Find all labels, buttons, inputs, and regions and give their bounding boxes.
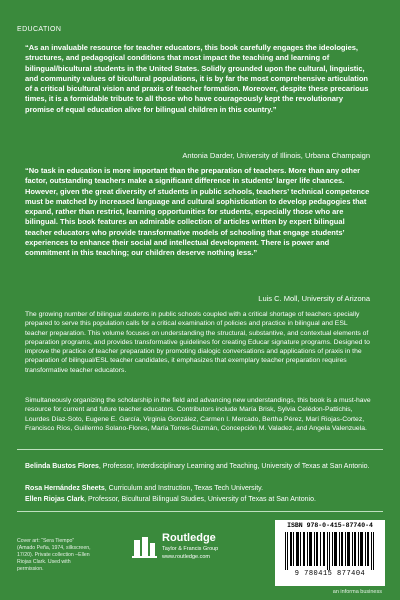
author-name: Ellen Riojas Clark: [25, 496, 85, 503]
barcode-number: 9 780415 877404: [294, 570, 366, 578]
isbn-label: ISBN 978-0-415-87740-4: [287, 522, 373, 529]
author-name: Belinda Bustos Flores: [25, 463, 99, 470]
endorsement-quote-2: “No task in education is more important than the preparation of teachers. More than any other factor, outstanding teachers make a significant difference in students’ larger life chances. However, given the great diversity of students in public schools, teachers’ technical competence must be matched by increased language and cultural sophistication to develop pedagogies that expand, rather than restrict, learning opportunities for students, especially those who are bilingual. This book features an admirable collection of articles written by expert bilingual teacher educators who provide transformative models of schooling that engage students’ experiences to enhance their social and intellectual development. There is power and commitment in this teaching; our children deserve nothing less.”: [25, 166, 370, 258]
description-paragraph-2: Simultaneously organizing the scholarship in the field and advancing new understandings, this book is a must-have resource for current and future teacher educators. Contributors include María Brisk, Sylvia Celédon-Pattichis, Lourdes Díaz-Soto, Eugene E. García, Virginia González, Carmen I. Mercado, Bertha Pérez, Marí Riojas-Cortez, Francisco Ríos, Guillermo Solano-Flores, María Torres-Guzmán, Concepción M. Valadez, and Angela Valenzuela.: [25, 397, 371, 432]
publisher-logo: [130, 532, 290, 562]
cover-art-credit: Cover art: “Sera Tiempo” (Amado Peña, 1974, silkscreen, 17/20). Private collection –Ellen Riojas Clark. Used with permission.: [17, 538, 91, 572]
endorsement-attribution-2: Luis C. Moll, University of Arizona: [258, 294, 370, 303]
divider: [17, 449, 383, 450]
author-role: , Curriculum and Instruction, Texas Tech University.: [104, 485, 264, 492]
author-entry: [25, 462, 375, 472]
publisher-url: www.routledge.com: [162, 554, 210, 560]
informa-tagline: an informa business: [332, 589, 382, 595]
author-entry: [25, 484, 375, 494]
endorsement-attribution-1: Antonia Darder, University of Illinois, Urbana Champaign: [182, 151, 370, 160]
author-role: , Professor, Bicultural Bilingual Studies, University of Texas at San Antonio.: [84, 496, 316, 503]
divider: [17, 511, 383, 512]
author-role: , Professor, Interdisciplinary Learning and Teaching, University of Texas at San Antonio.: [98, 463, 370, 470]
routledge-logo-icon: [130, 534, 158, 560]
publisher-name: Routledge: [162, 532, 216, 544]
publisher-group: Taylor & Francis Group: [162, 546, 219, 552]
category-label: EDUCATION: [17, 26, 62, 33]
description-paragraph-1: The growing number of bilingual students in public schools coupled with a critical shortage of teachers specially prepared to serve this population calls for a critical examination of policies and practice in bilingual and ESL teacher preparation. This volume focuses on understanding the structural, substantive, and contextual elements of preparation programs, and provides transformative guidelines for creating Educar signature programs. Designed to improve the practice of teacher preparation by promoting dialogic conversations and applications of praxis in the preparation of bilingual/ESL teacher candidates, it emphasizes that exemplary teacher preparation requires transformative teacher educators.: [25, 311, 370, 374]
barcode-panel: [275, 520, 385, 586]
barcode-icon: [283, 532, 377, 570]
author-name: Rosa Hernández Sheets: [25, 485, 105, 492]
endorsement-quote-1: “As an invaluable resource for teacher educators, this book carefully engages the ideologies, structures, and pedagogical conditions that most impact the teaching and learning of bilingual/bicultural students in the United States. Solidly grounded upon the cultural, linguistic, and community values of bicultural populations, it is by far the most comprehensive articulation of a critical bicultural vision and praxis of teacher formation. Moreover, despite these precarious times, it is a formidable tribute to all those who have courageously kept the revolutionary promise of equal education alive for bilingual children in this country.”: [25, 43, 369, 114]
author-entry: [25, 495, 375, 505]
